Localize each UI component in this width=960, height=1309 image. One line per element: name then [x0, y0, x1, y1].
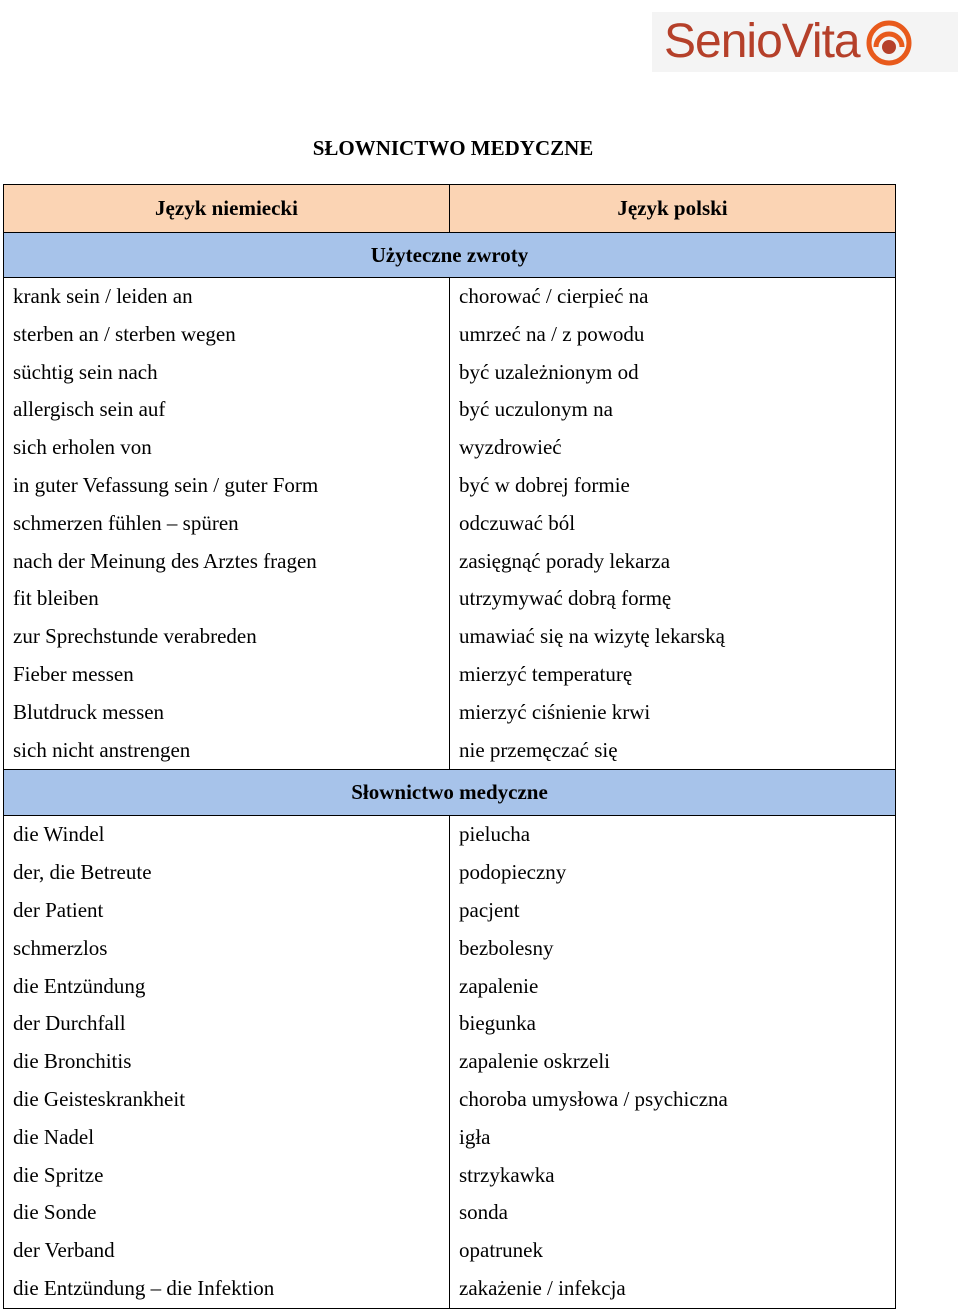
- table-row: [4, 391, 895, 429]
- table-row: [4, 656, 895, 694]
- table-row: [4, 892, 895, 930]
- logo-text: SenioVita: [664, 15, 860, 68]
- table-header: [4, 185, 895, 233]
- german-term: fit bleiben: [4, 580, 450, 618]
- german-term: süchtig sein nach: [4, 354, 450, 392]
- german-term: nach der Meinung des Arztes fragen: [4, 543, 450, 581]
- vocabulary-table: [3, 184, 896, 1309]
- polish-term: strzykawka: [459, 1162, 555, 1187]
- polish-term: igła: [459, 1124, 491, 1149]
- polish-term: być w dobrej formie: [459, 472, 630, 497]
- german-term: der, die Betreute: [4, 854, 450, 892]
- table-row: [4, 278, 895, 316]
- german-term: die Sonde: [4, 1194, 450, 1232]
- table-row: [4, 580, 895, 618]
- polish-term: być uczulonym na: [459, 397, 613, 422]
- german-term: sich nicht anstrengen: [4, 732, 450, 770]
- table-row: [4, 732, 895, 770]
- table-body: [4, 233, 895, 1308]
- polish-term: chorować / cierpieć na: [459, 284, 649, 308]
- table-row: [4, 694, 895, 732]
- german-term: in guter Vefassung sein / guter Form: [4, 467, 450, 505]
- polish-term: pacjent: [459, 897, 520, 922]
- table-row: [4, 1232, 895, 1270]
- german-term: Blutdruck messen: [4, 694, 450, 732]
- table-row: [4, 467, 895, 505]
- polish-term: utrzymywać dobrą formę: [459, 586, 672, 611]
- polish-term: biegunka: [459, 1011, 536, 1036]
- table-row: [4, 354, 895, 392]
- german-term: Fieber messen: [4, 656, 450, 694]
- polish-term: opatrunek: [459, 1238, 543, 1263]
- section-header: Użyteczne zwroty: [4, 233, 895, 278]
- german-term: der Durchfall: [4, 1005, 450, 1043]
- polish-term: choroba umysłowa / psychiczna: [459, 1086, 728, 1111]
- polish-term: pielucha: [459, 822, 531, 847]
- german-term: schmerzlos: [4, 930, 450, 968]
- header-german: Język niemiecki: [4, 185, 450, 232]
- polish-term: sonda: [459, 1200, 508, 1225]
- polish-term: zapalenie oskrzeli: [459, 1049, 610, 1074]
- polish-term: odczuwać ból: [459, 510, 576, 535]
- polish-term: zasięgnąć porady lekarza: [459, 548, 671, 573]
- table-row: [4, 1157, 895, 1195]
- table-row: [4, 505, 895, 543]
- polish-term: zakażenie / infekcja: [459, 1275, 626, 1300]
- table-row: [4, 1081, 895, 1119]
- german-term: der Patient: [4, 892, 450, 930]
- german-term: sterben an / sterben wegen: [4, 316, 450, 354]
- table-row: [4, 1005, 895, 1043]
- table-row: [4, 618, 895, 656]
- german-term: die Nadel: [4, 1119, 450, 1157]
- polish-term: być uzależnionym od: [459, 359, 639, 384]
- table-row: [4, 816, 895, 854]
- polish-term: nie przemęczać się: [459, 737, 618, 762]
- header-polish: Język polski: [617, 196, 728, 220]
- document-title: SŁOWNICTWO MEDYCZNE: [312, 136, 594, 160]
- table-row: [4, 1043, 895, 1081]
- polish-term: zapalenie: [459, 973, 539, 998]
- polish-term: bezbolesny: [459, 935, 554, 960]
- german-term: die Bronchitis: [4, 1043, 450, 1081]
- polish-term: mierzyć ciśnienie krwi: [459, 699, 651, 724]
- table-row: [4, 1119, 895, 1157]
- german-term: die Entzündung: [4, 968, 450, 1006]
- german-term: die Entzündung – die Infektion: [4, 1270, 450, 1308]
- german-term: allergisch sein auf: [4, 391, 450, 429]
- german-term: der Verband: [4, 1232, 450, 1270]
- german-term: die Geisteskrankheit: [4, 1081, 450, 1119]
- table-row: [4, 1270, 895, 1308]
- german-term: schmerzen fühlen – spüren: [4, 505, 450, 543]
- logo: [652, 12, 958, 72]
- german-term: die Windel: [4, 816, 450, 854]
- table-row: [4, 854, 895, 892]
- section-header: Słownictwo medyczne: [4, 769, 895, 816]
- german-term: die Spritze: [4, 1157, 450, 1195]
- polish-term: wyzdrowieć: [459, 435, 562, 460]
- seniovita-swirl-icon: [866, 20, 912, 66]
- table-row: [4, 429, 895, 467]
- table-row: [4, 968, 895, 1006]
- table-row: [4, 316, 895, 354]
- german-term: krank sein / leiden an: [4, 278, 450, 316]
- table-row: [4, 930, 895, 968]
- polish-term: umrzeć na / z powodu: [459, 321, 645, 346]
- german-term: sich erholen von: [4, 429, 450, 467]
- polish-term: umawiać się na wizytę lekarską: [459, 624, 725, 649]
- polish-term: podopieczny: [459, 860, 567, 885]
- table-row: [4, 1194, 895, 1232]
- table-row: [4, 543, 895, 581]
- german-term: zur Sprechstunde verabreden: [4, 618, 450, 656]
- polish-term: mierzyć temperaturę: [459, 661, 633, 686]
